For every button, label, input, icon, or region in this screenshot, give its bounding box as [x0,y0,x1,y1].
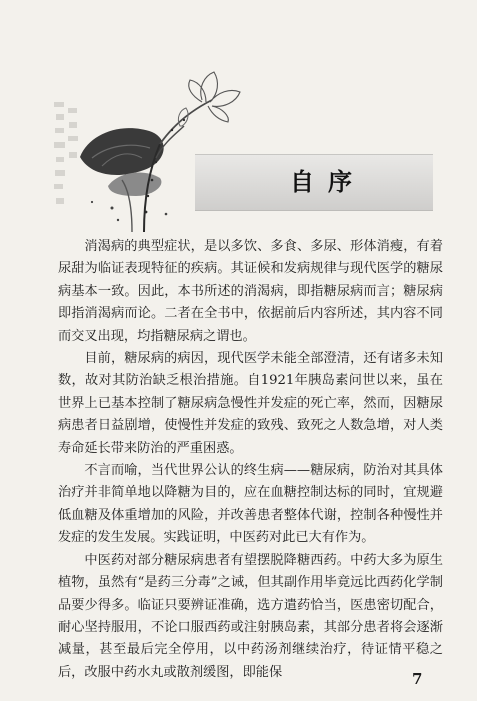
paragraph: 不言而喻，当代世界公认的终生病——糖尿病，防治对其具体治疗并非简单地以降糖为目的，应在血糖控制达标的同时，宜规避低血糖及体重增加的风险，并改善患者整体代谢，控制各种慢性并发症的发生发展。实践证明，中医药对此已大有作为。 [58,463,443,546]
page-title: 自序 [290,168,366,196]
paragraph: 目前，糖尿病的病因，现代医学未能全部澄清，还有诸多未知数，故对其防治缺乏根治措施。自1921年胰岛素问世以来，虽在世界上已基本控制了糖尿病急慢性并发症的死亡率，然而，因糖尿病患者日益剧增，使慢性并发症的致残、致死之人数急增，对人类寿命延长带来防治的严重困惑。 [58,351,443,456]
page-number: 7 [412,670,423,688]
paragraph: 消渴病的典型症状，是以多饮、多食、多尿、形体消瘦，有着尿甜为临证表现特征的疾病。其证候和发病规律与现代医学的糖尿病基本一致。因此，本书所述的消渴病，即指糖尿病而言；糖尿病即指消渴病而论。二者在全书中，依据前后内容所述，其内容不同而交叉出现，均指糖尿病之谓也。 [58,239,443,344]
body-text [58,236,443,684]
paragraph: 中医药对部分糖尿病患者有望摆脱降糖西药。中药大多为原生植物，虽然有“是药三分毒”之诫，但其副作用毕竟远比西药化学制品要少得多。临证只要辨证准确，选方遣药恰当，医患密切配合，耐心坚持服用，不论口服西药或注射胰岛素，其部分患者将会逐渐减量，甚至最后完全停用，以中药汤剂继续治疗，待证情平稳之后，改服中药水丸或散剂缓图，即能保 [58,552,443,680]
